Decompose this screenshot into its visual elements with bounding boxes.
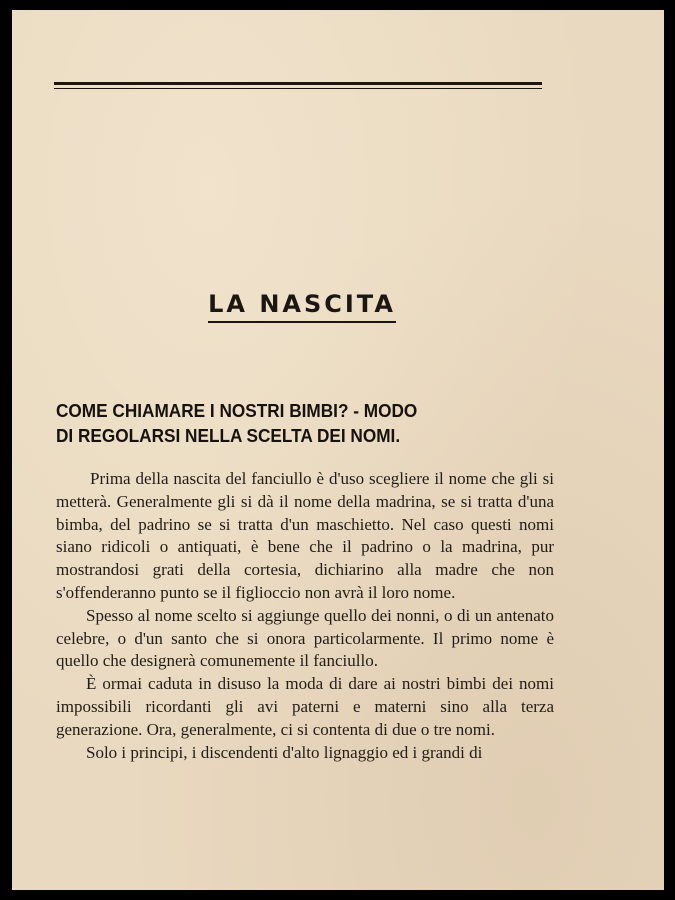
header-rule-thin	[54, 88, 542, 89]
section-heading-line-2: DI REGOLARSI NELLA SCELTA DEI NOMI.	[56, 425, 401, 446]
section-heading-line-1: COME CHIAMARE I NOSTRI BIMBI? - MODO	[56, 400, 418, 421]
paragraph-4: Solo i principi, i discendenti d'alto lignaggio ed i grandi di	[86, 742, 483, 762]
header-rule-thick	[54, 82, 542, 85]
paragraph-1: Prima della nascita del fanciullo è d'uso scegliere il nome che gli si metterà. Generalmente gli si dà il nome della madrina, se si tratta d'una bimba, del padrino se si tratta d'un maschietto. Nel caso questi nomi siano ridicoli o antiquati, è bene che il padrino o la madrina, pur mostrandosi grati della cortesia, dichiarino alla madre che non s'offenderanno punto se il figlioccio non avrà il loro nome.	[56, 469, 554, 602]
chapter-title	[12, 290, 592, 323]
paragraph-2: Spesso al nome scelto si aggiunge quello dei nonni, o di un antenato celebre, o d'un santo che si onora particolarmente. Il primo nome è quello che designerà comunemente il fanciullo.	[56, 605, 554, 671]
paragraph-3: È ormai caduta in disuso la moda di dare ai nostri bimbi dei nomi impossibili ricordanti gli avi paterni e materni sino alla terza generazione. Ora, generalmente, ci si contenta di due o tre nomi.	[56, 674, 554, 739]
book-page	[12, 10, 664, 890]
chapter-title-text: LA NASCITA	[208, 290, 396, 323]
body-text	[56, 468, 554, 764]
section-heading	[56, 398, 540, 448]
